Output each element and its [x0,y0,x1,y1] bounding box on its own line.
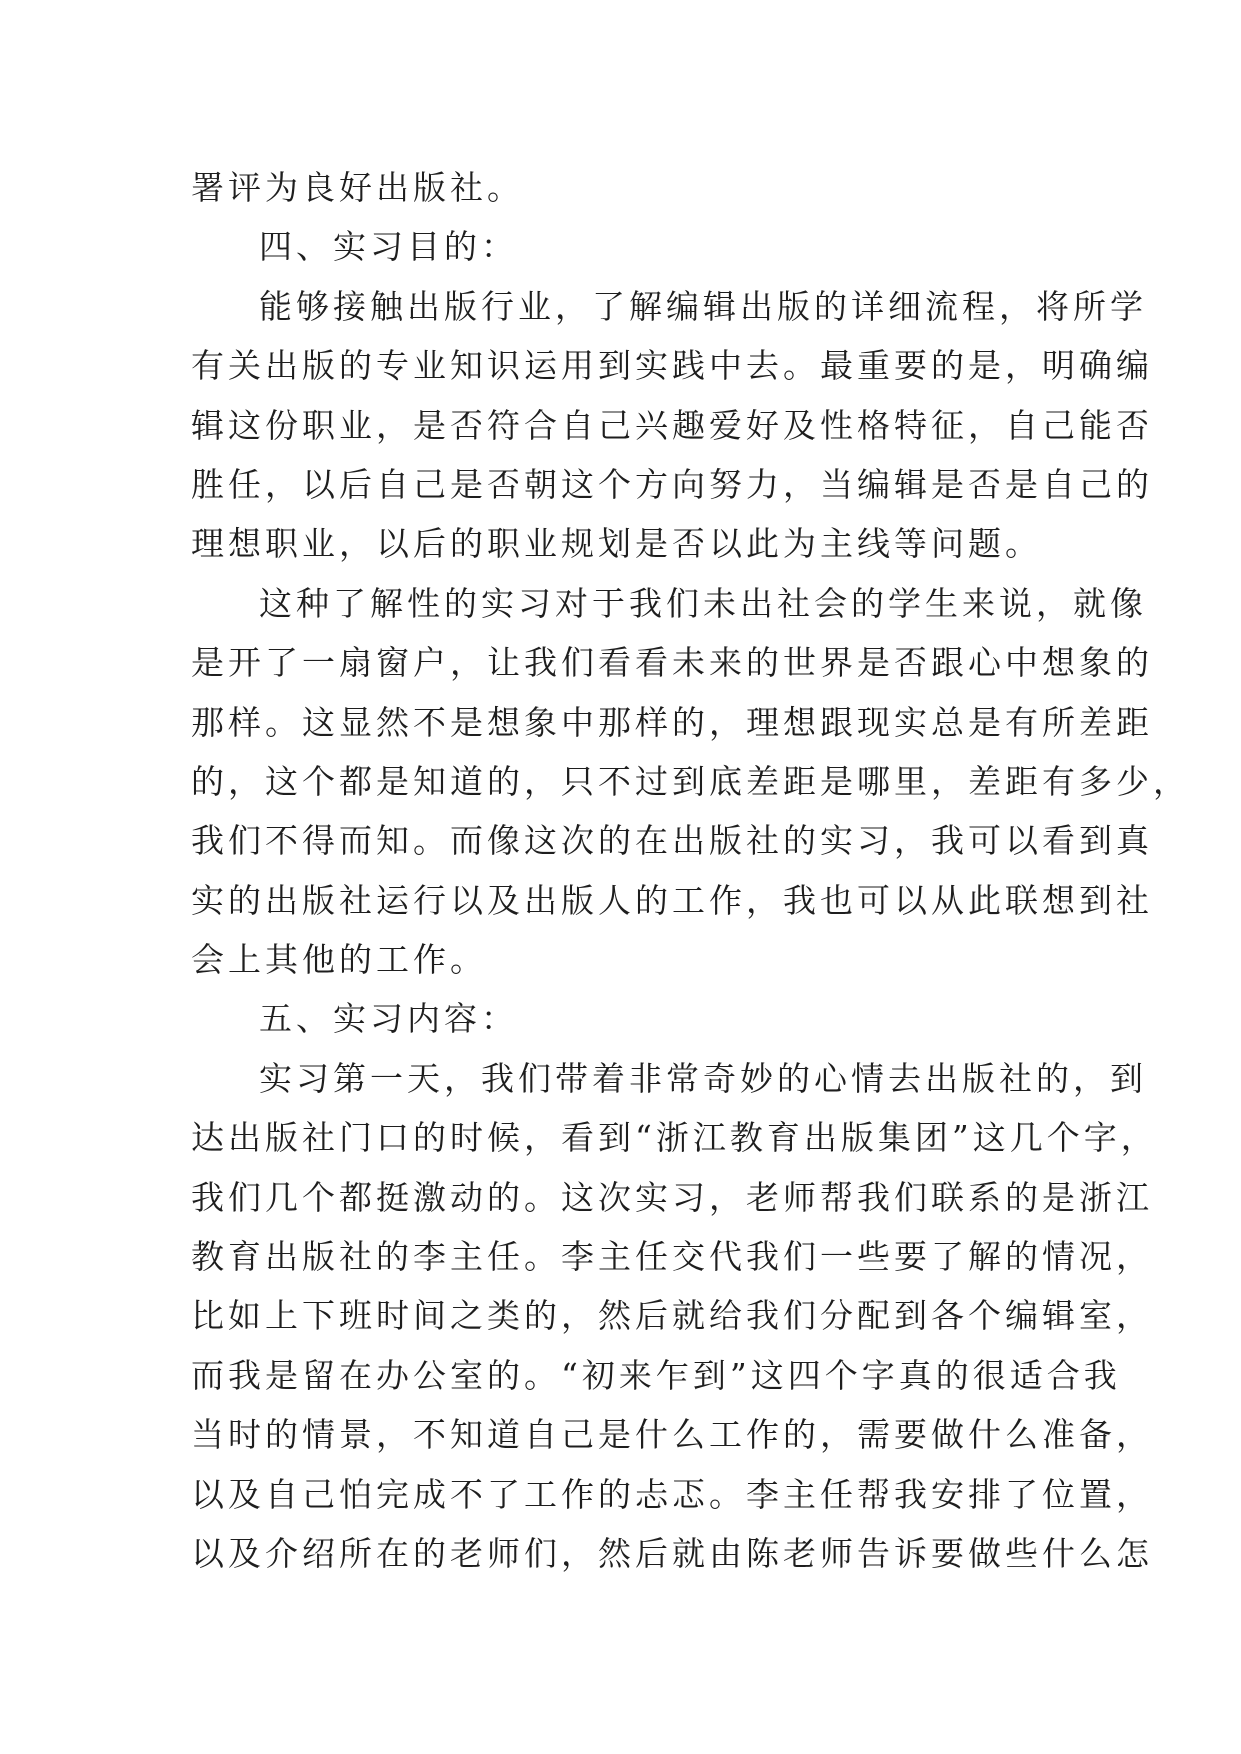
text-line: 以及介绍所在的老师们，然后就由陈老师告诉要做些什么怎 [191,1533,1153,1573]
text-line: 是开了一扇窗户，让我们看看未来的世界是否跟心中想象的 [191,643,1153,683]
text-line: 我们几个都挺激动的。这次实习，老师帮我们联系的是浙江 [191,1177,1153,1217]
text-line: 有关出版的专业知识运用到实践中去。最重要的是，明确编 [191,346,1153,386]
body-text [191,158,1190,1583]
text-line: 以及自己怕完成不了工作的忐忑。李主任帮我安排了位置， [191,1474,1153,1514]
text-line: 四、实习目的： [259,227,518,267]
text-line: 比如上下班时间之类的，然后就给我们分配到各个编辑室， [191,1296,1153,1336]
text-line: 理想职业，以后的职业规划是否以此为主线等问题。 [191,524,1042,564]
text-line: 这种了解性的实习对于我们未出社会的学生来说，就像 [259,583,1147,623]
text-line: 当时的情景，不知道自己是什么工作的，需要做什么准备， [191,1415,1153,1455]
text-line: 辑这份职业，是否符合自己兴趣爱好及性格特征，自己能否 [191,405,1153,445]
text-line: 实习第一天，我们带着非常奇妙的心情去出版社的，到 [259,1058,1147,1098]
text-line: 那样。这显然不是想象中那样的，理想跟现实总是有所差距 [191,702,1153,742]
text-line: 达出版社门口的时候，看到“浙江教育出版集团”这几个字， [191,1118,1158,1158]
text-line: 我们不得而知。而像这次的在出版社的实习，我可以看到真 [191,821,1153,861]
text-line: 会上其他的工作。 [191,940,487,980]
text-line: 能够接触出版行业，了解编辑出版的详细流程，将所学 [259,286,1147,326]
text-line: 五、实习内容： [259,999,518,1039]
text-line: 的，这个都是知道的，只不过到底差距是哪里，差距有多少， [191,761,1190,801]
text-line: 胜任，以后自己是否朝这个方向努力，当编辑是否是自己的 [191,464,1153,504]
text-line: 教育出版社的李主任。李主任交代我们一些要了解的情况， [191,1237,1153,1277]
text-line: 实的出版社运行以及出版人的工作，我也可以从此联想到社 [191,880,1153,920]
text-line: 而我是留在办公室的。“初来乍到”这四个字真的很适合我 [191,1355,1121,1395]
text-line: 署评为良好出版社。 [191,168,524,207]
